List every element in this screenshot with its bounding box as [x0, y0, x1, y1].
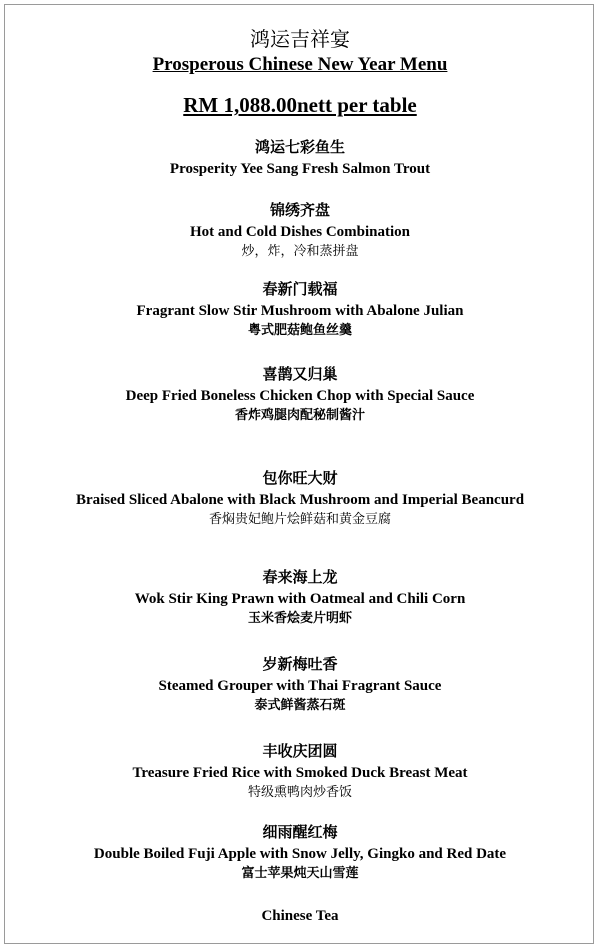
menu-title-chinese: 鸿运吉祥宴: [250, 27, 350, 51]
course-english-name: Braised Sliced Abalone with Black Mushroom and Imperial Beancurd: [75, 492, 525, 508]
course-english-name: Hot and Cold Dishes Combination: [189, 224, 411, 240]
course-chinese-title: 喜鹊又归巢: [262, 365, 338, 383]
course-chinese-description: 香炸鸡腿肉配秘制酱汁: [234, 408, 365, 423]
course-item-8: [0, 741, 600, 802]
course-english-name: Fragrant Slow Stir Mushroom with Abalone Julian: [136, 303, 464, 319]
course-item-9: [0, 822, 600, 883]
course-item-4: [0, 364, 600, 425]
course-chinese-description: 特级熏鸭肉炒香饭: [247, 785, 352, 800]
course-chinese-description: 粤式肥菇鲍鱼丝羹: [247, 323, 352, 338]
course-chinese-description: 炒，炸，冷和蒸拼盘: [241, 244, 359, 259]
course-chinese-description: 泰式鲜酱蒸石斑: [254, 698, 346, 713]
menu-beverage: Chinese Tea: [261, 908, 339, 924]
course-item-3: [0, 279, 600, 340]
course-chinese-title: 细雨醒红梅: [262, 823, 338, 841]
course-english-name: Treasure Fried Rice with Smoked Duck Breast Meat: [132, 765, 468, 781]
course-chinese-title: 岁新梅吐香: [262, 655, 338, 673]
course-chinese-description: 富士苹果炖天山雪莲: [241, 866, 359, 881]
course-chinese-title: 锦绣齐盘: [269, 201, 330, 219]
course-item-1: [0, 137, 600, 179]
course-chinese-title: 包你旺大财: [262, 469, 338, 487]
course-chinese-title: 春来海上龙: [262, 568, 338, 586]
menu-price: RM 1,088.00nett per table: [183, 93, 417, 117]
course-chinese-description: 玉米香烩麦片明虾: [247, 611, 352, 626]
course-chinese-title: 鸿运七彩鱼生: [254, 138, 345, 156]
course-chinese-description: 香焖贵妃鲍片烩鲜菇和黄金豆腐: [208, 512, 391, 527]
course-item-7: [0, 654, 600, 715]
course-chinese-title: 丰收庆团圆: [262, 742, 338, 760]
course-item-5: [0, 468, 600, 529]
course-english-name: Prosperity Yee Sang Fresh Salmon Trout: [169, 161, 431, 177]
course-item-2: [0, 200, 600, 261]
course-english-name: Deep Fried Boneless Chicken Chop with Special Sauce: [125, 388, 475, 404]
course-item-6: [0, 567, 600, 628]
course-english-name: Wok Stir King Prawn with Oatmeal and Chili Corn: [134, 591, 466, 607]
course-english-name: Double Boiled Fuji Apple with Snow Jelly, Gingko and Red Date: [93, 846, 507, 862]
course-chinese-title: 春新门载福: [262, 280, 338, 298]
course-english-name: Steamed Grouper with Thai Fragrant Sauce: [158, 678, 442, 694]
menu-title-english: Prosperous Chinese New Year Menu: [152, 54, 448, 75]
